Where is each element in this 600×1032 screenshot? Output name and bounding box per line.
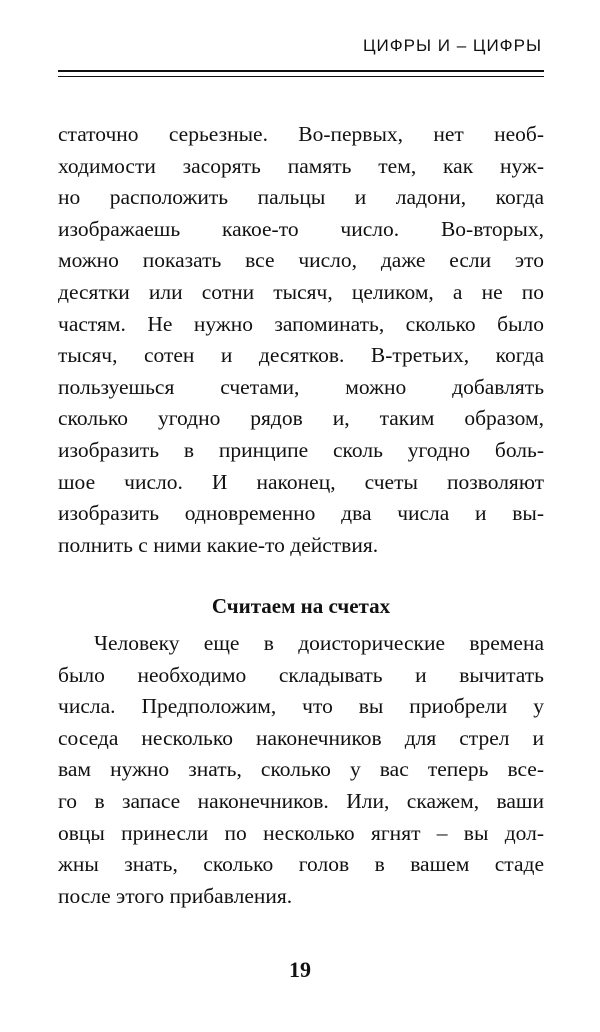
- text-line: десятки или сотни тысяч, целиком, а не по: [58, 279, 544, 304]
- text-line: изобразить в принципе сколь угодно боль-: [58, 437, 544, 462]
- text-line: пользуешься счетами, можно добавлять: [58, 374, 544, 399]
- text-line: жны знать, сколько голов в вашем стаде: [58, 852, 544, 877]
- header-rule-thin: [58, 76, 544, 77]
- text-line: можно показать все число, даже если это: [58, 248, 544, 273]
- header-rule-thick: [58, 70, 544, 72]
- text-line: изобразить одновременно два числа и вы-: [58, 501, 544, 526]
- paragraph-continued: [58, 119, 544, 561]
- running-head: ЦИФРЫ И – ЦИФРЫ: [362, 36, 542, 55]
- text-line: было необходимо складывать и вычитать: [58, 662, 544, 687]
- text-line: числа. Предположим, что вы приобрели у: [58, 694, 544, 719]
- text-line: статочно серьезные. Во-первых, нет необ-: [58, 122, 544, 146]
- text-line: частям. Не нужно запоминать, сколько было: [58, 311, 544, 336]
- text-line: ходимости засорять память тем, как нуж-: [58, 153, 544, 178]
- text-line: Человеку еще в доисторические времена: [94, 631, 544, 655]
- paragraph-section: [58, 628, 544, 912]
- text-line: сколько угодно рядов и, таким образом,: [58, 406, 544, 431]
- page-number: 19: [289, 957, 311, 982]
- text-line: полнить с ними какие-то действия.: [58, 532, 379, 557]
- text-line: соседа несколько наконечников для стрел и: [58, 725, 544, 750]
- text-line: го в запасе наконечников. Или, скажем, ваши: [58, 788, 544, 813]
- text-line: тысяч, сотен и десятков. В-третьих, когда: [58, 343, 544, 368]
- text-line: шое число. И наконец, счеты позволяют: [58, 469, 544, 494]
- text-line: после этого прибавления.: [58, 883, 293, 908]
- text-line: но расположить пальцы и ладони, когда: [58, 185, 544, 210]
- text-line: овцы принесли по несколько ягнят – вы дол-: [58, 820, 544, 845]
- text-line: изображаешь какое-то число. Во-вторых,: [58, 216, 544, 241]
- section-heading: Считаем на счетах: [211, 594, 391, 618]
- text-line: вам нужно знать, сколько у вас теперь все-: [58, 757, 544, 782]
